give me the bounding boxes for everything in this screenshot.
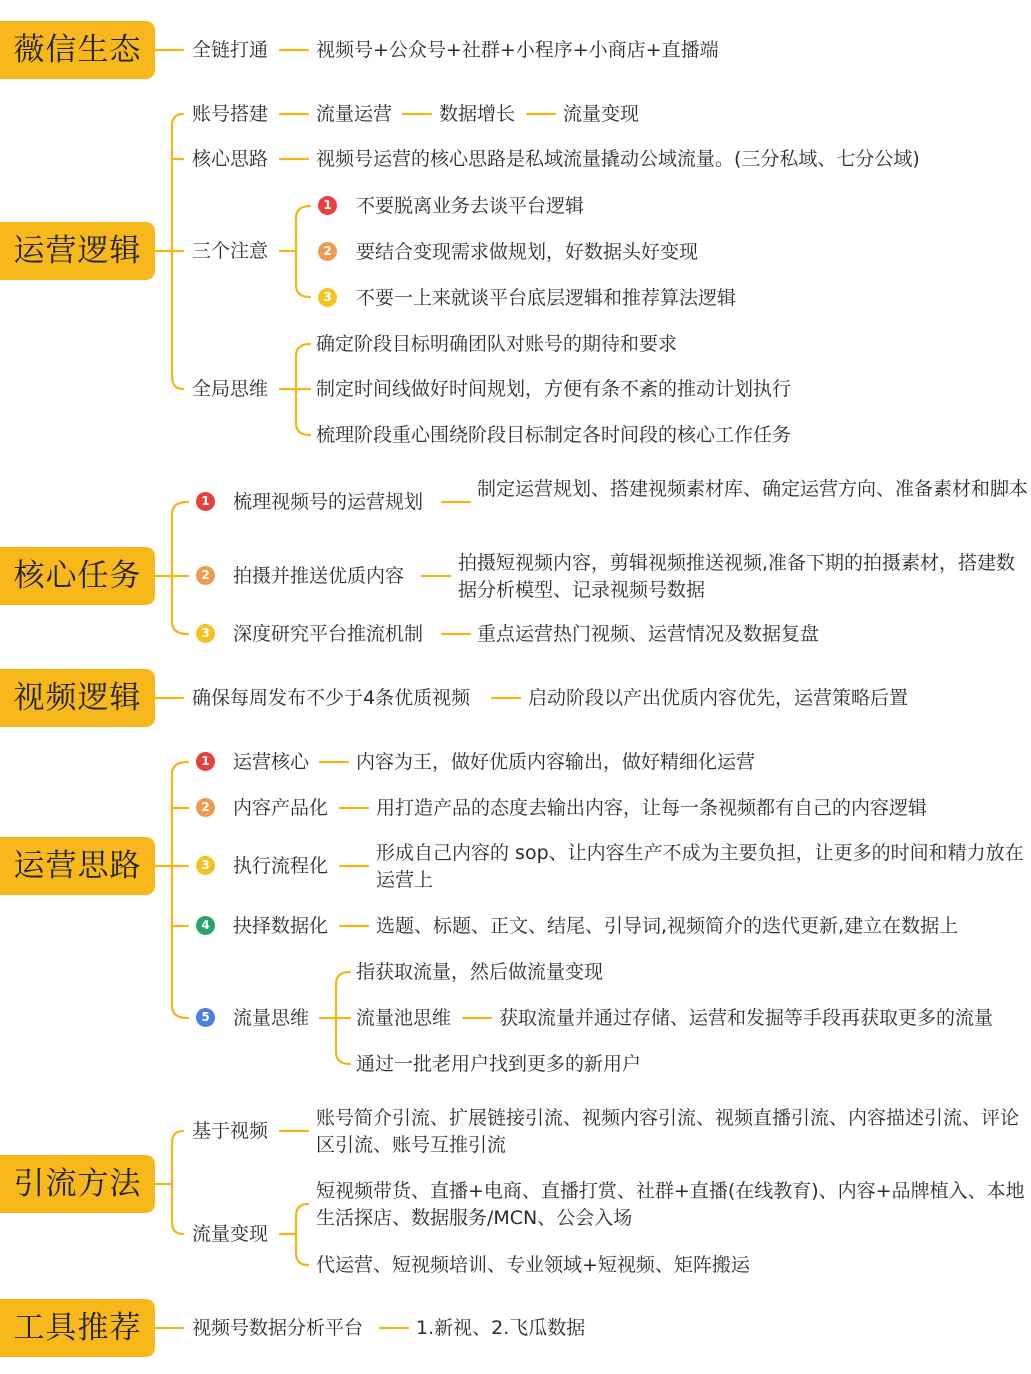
global-item: 确定阶段目标明确团队对账号的期待和要求: [316, 333, 678, 355]
node-core-idea: 核心思路: [192, 148, 269, 170]
node-startup-priority: 启动阶段以产出优质内容优先，运营策略后置: [528, 687, 909, 709]
node-data-growth: 数据增长: [439, 103, 516, 125]
node-account-setup: 账号搭建: [192, 103, 269, 125]
note-item: 不要一上来就谈平台底层逻辑和推荐算法逻辑: [356, 287, 737, 309]
node-channels: 视频号+公众号+社群+小程序+小商店+直播端: [316, 39, 719, 61]
traffic-thinking-item: 指获取流量，然后做流量变现: [356, 961, 604, 983]
number-badge-3: 3: [318, 288, 337, 307]
node-global-thinking: 全局思维: [192, 378, 269, 400]
node-traffic-monetize: 流量变现: [563, 103, 640, 125]
connector: [172, 762, 188, 1018]
number-badge-1: 1: [196, 492, 215, 511]
task-text: 拍摄短视频内容，剪辑视频推送视频,准备下期的拍摄素材，搭建数据分析模型、记录视频号数据: [458, 552, 1016, 601]
node-analytics-platform: 视频号数据分析平台: [192, 1317, 364, 1339]
traffic-pool-text: 获取流量并通过存储、运营和发掘等手段再获取更多的流量: [499, 1007, 994, 1029]
traffic-pool-thinking: 流量池思维: [356, 1007, 452, 1029]
node-weekly-posting: 确保每周发布不少于4条优质视频: [192, 687, 471, 709]
number-badge-5: 5: [196, 1008, 215, 1027]
task-text: 制定运营规划、搭建视频素材库、确定运营方向、准备素材和脚本: [477, 478, 1029, 500]
number-badge-2: 2: [318, 242, 337, 261]
section-wechat-ecosystem: 薇信生态: [0, 21, 155, 79]
number-badge-1: 1: [318, 196, 337, 215]
thinking-label: 执行流程化: [233, 855, 329, 877]
thinking-label: 流量思维: [233, 1007, 310, 1029]
number-badge-1: 1: [196, 752, 215, 771]
global-item: 梳理阶段重心围绕阶段目标制定各时间段的核心工作任务: [316, 424, 792, 446]
thinking-text: 选题、标题、正文、结尾、引导词,视频简介的迭代更新,建立在数据上: [376, 915, 959, 937]
node-traffic-ops: 流量运营: [316, 103, 393, 125]
note-item: 要结合变现需求做规划，好数据头好变现: [356, 241, 699, 263]
node-tool-list: 1.新视、2.飞瓜数据: [416, 1317, 586, 1339]
connector: [172, 502, 188, 634]
monetization-item: 代运营、短视频培训、专业领域+短视频、矩阵搬运: [316, 1254, 750, 1276]
traffic-thinking-item: 通过一批老用户找到更多的新用户: [356, 1053, 642, 1075]
task-text: 重点运营热门视频、运营情况及数据复盘: [477, 623, 820, 645]
section-operation-logic: 运营逻辑: [0, 222, 155, 280]
number-badge-3: 3: [196, 856, 215, 875]
task-label: 深度研究平台推流机制: [233, 623, 424, 645]
section-traffic-methods: 引流方法: [0, 1155, 155, 1213]
connector: [172, 1131, 183, 1234]
thinking-text: 内容为王，做好优质内容输出，做好精细化运营: [356, 751, 756, 773]
section-operation-thinking: 运营思路: [0, 837, 155, 895]
number-badge-2: 2: [196, 798, 215, 817]
number-badge-4: 4: [196, 916, 215, 935]
connector: [296, 1204, 308, 1265]
number-badge-3: 3: [196, 624, 215, 643]
number-badge-2: 2: [196, 566, 215, 585]
note-item: 不要脱离业务去谈平台逻辑: [356, 195, 585, 217]
section-video-logic: 视频逻辑: [0, 669, 155, 727]
task-label: 拍摄并推送优质内容: [233, 565, 405, 587]
monetization-item: 短视频带货、直播+电商、直播打赏、社群+直播(在线教育)、内容+品牌植入、本地生活探店、数据服务/MCN、公会入场: [316, 1180, 1025, 1229]
section-core-tasks: 核心任务: [0, 547, 155, 605]
connector: [296, 206, 310, 297]
thinking-label: 内容产品化: [233, 797, 329, 819]
section-tool-recommend: 工具推荐: [0, 1299, 155, 1357]
thinking-text: 形成自己内容的 sop、让内容生产不成为主要负担，让更多的时间和精力放在运营上: [376, 842, 1024, 891]
thinking-text: 用打造产品的态度去输出内容，让每一条视频都有自己的内容逻辑: [376, 797, 928, 819]
global-item: 制定时间线做好时间规划，方便有条不紊的推动计划执行: [316, 378, 792, 400]
thinking-label: 运营核心: [233, 751, 310, 773]
thinking-label: 抉择数据化: [233, 915, 329, 937]
video-based-text: 账号简介引流、扩展链接引流、视频内容引流、视频直播引流、内容描述引流、评论区引流、账号互推引流: [316, 1107, 1020, 1156]
node-video-based: 基于视频: [192, 1120, 269, 1142]
node-core-idea-text: 视频号运营的核心思路是私域流量撬动公域流量。(三分私域、七分公域): [316, 148, 920, 170]
task-label: 梳理视频号的运营规划: [233, 491, 424, 513]
node-full-chain: 全链打通: [192, 39, 269, 61]
node-monetization: 流量变现: [192, 1223, 269, 1245]
node-three-notes: 三个注意: [192, 240, 269, 262]
